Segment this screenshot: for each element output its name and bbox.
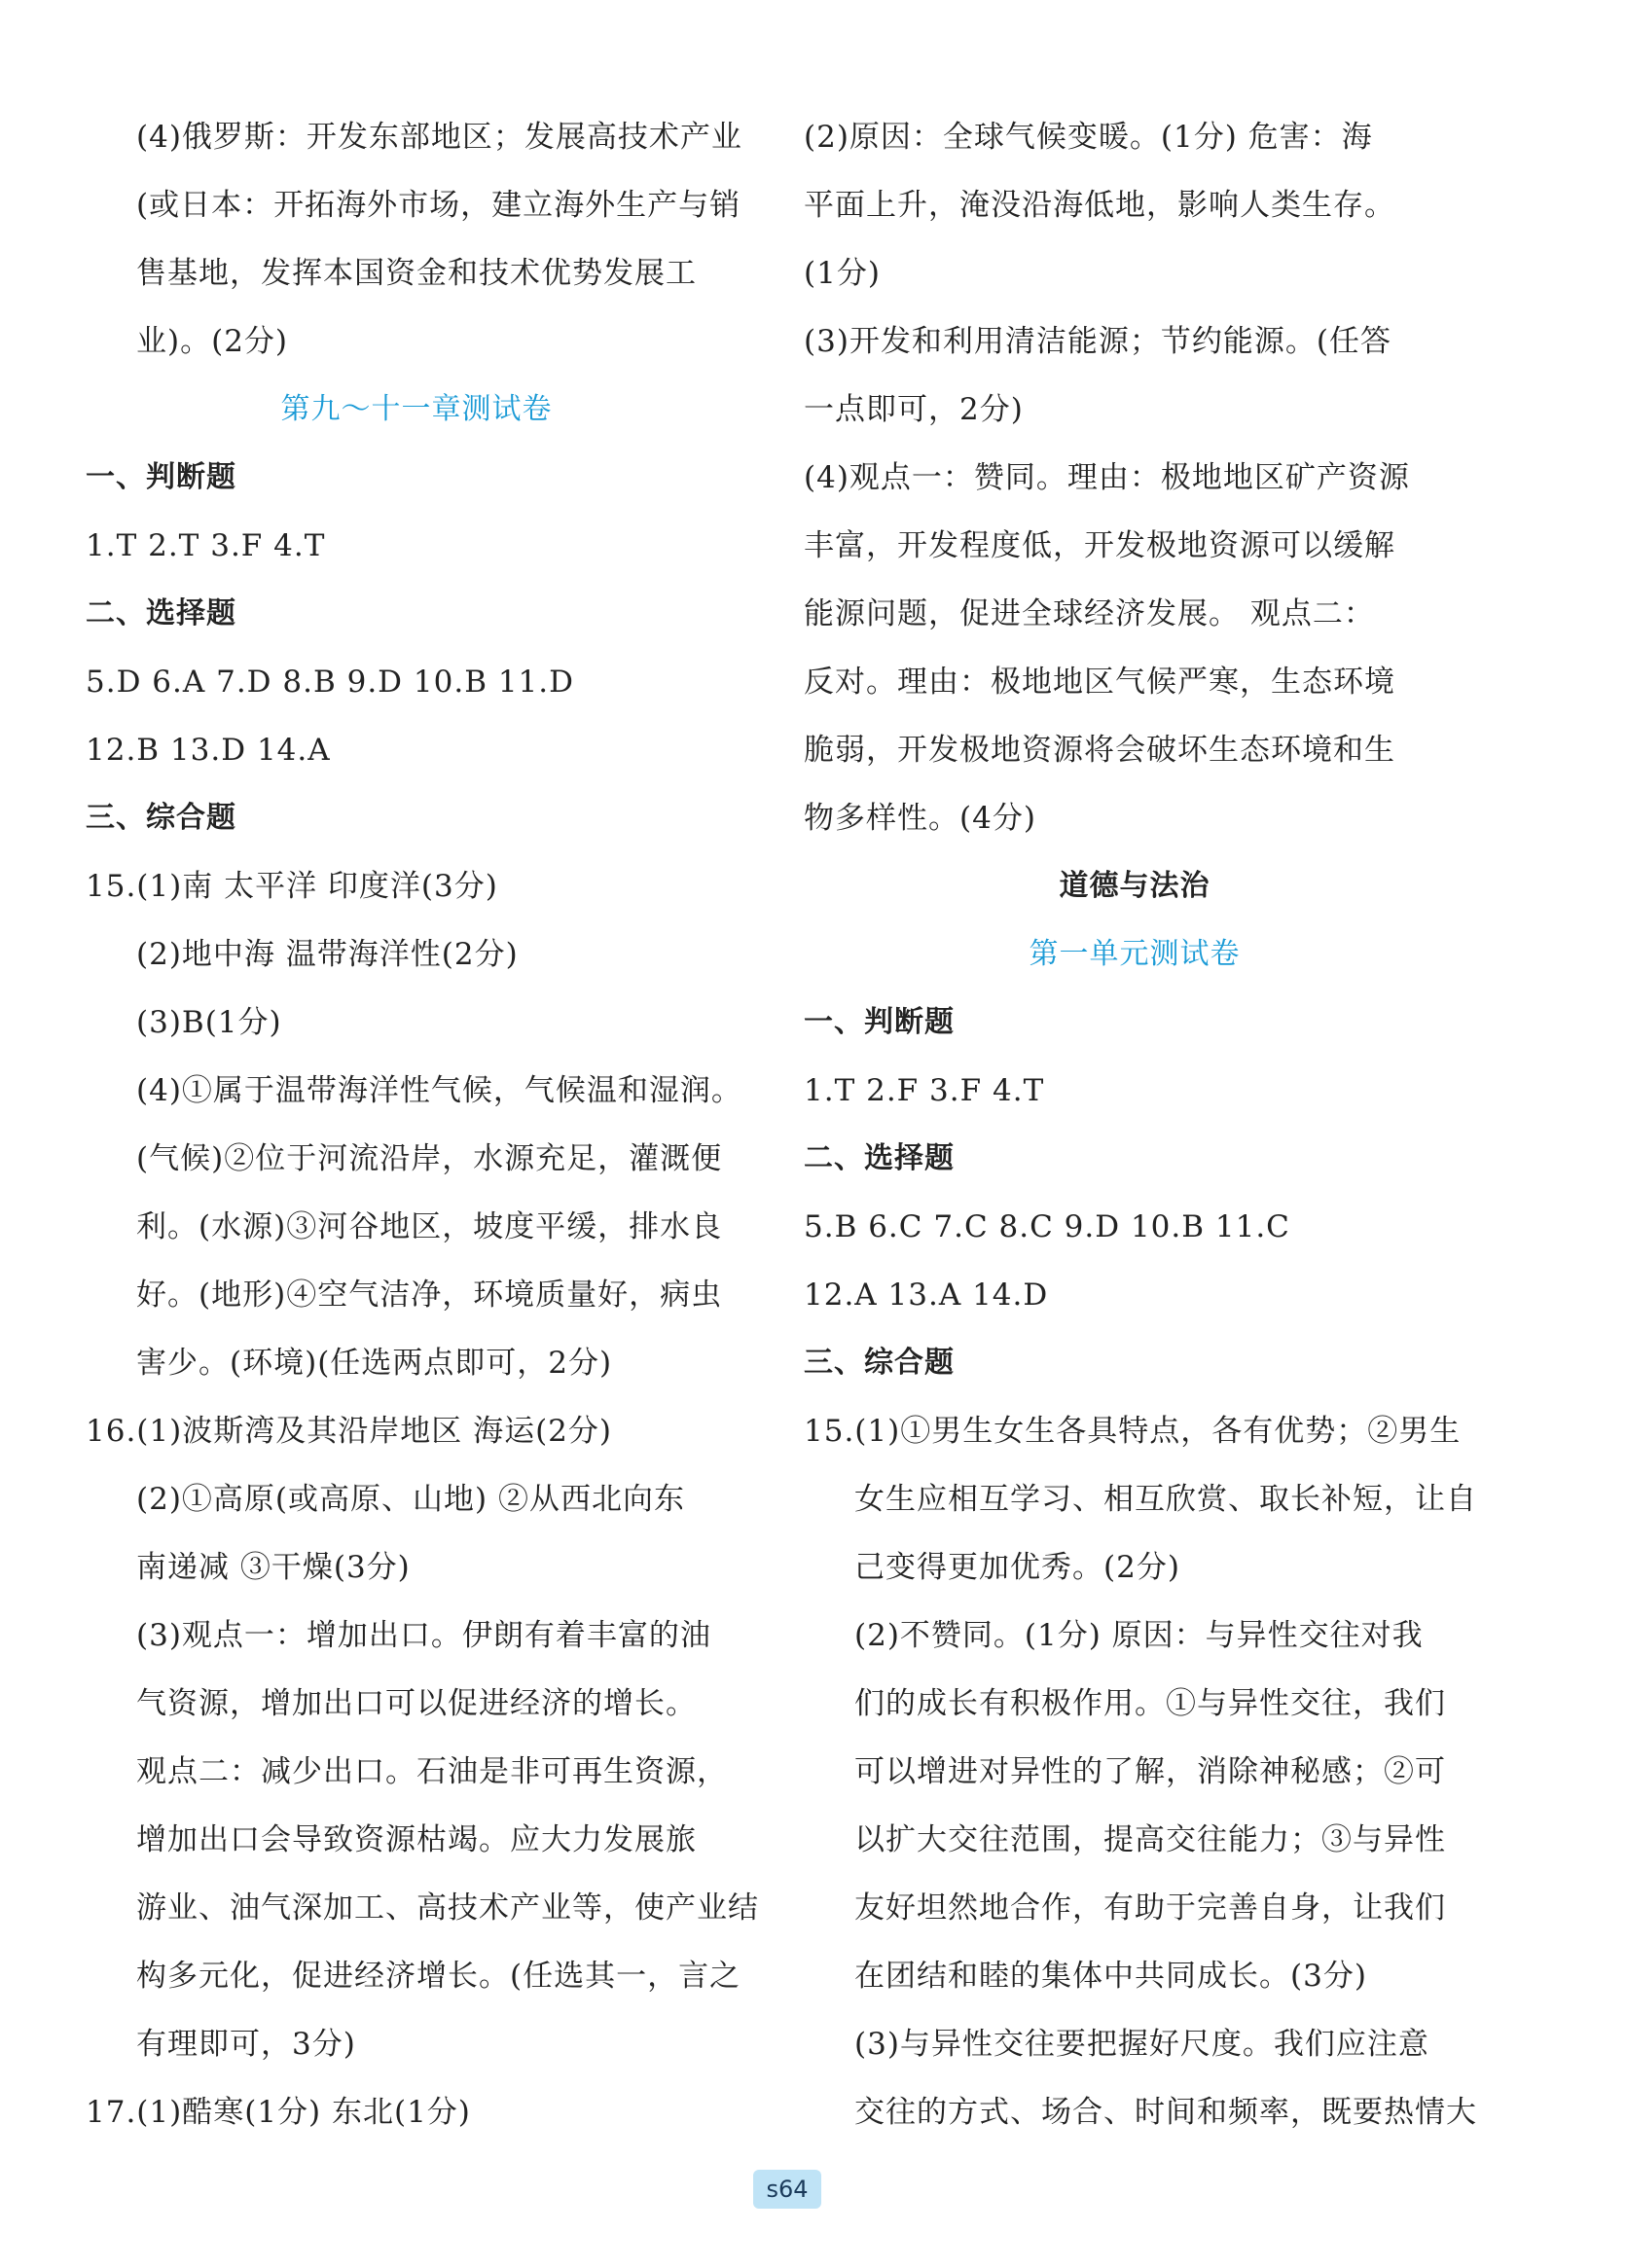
right-line-6: 丰富，开发程度低，开发极地资源可以缓解: [804, 528, 1395, 563]
right-line-9: 脆弱，开发极地资源将会破坏生态环境和生: [804, 733, 1395, 768]
right-line-20: 女生应相互学习、相互欣赏、取长补短，让自: [854, 1482, 1477, 1517]
right-line-17: 12.A 13.A 14.D: [804, 1278, 1049, 1313]
right-line-26: 友好坦然地合作，有助于完善自身，让我们: [854, 1890, 1446, 1926]
left-line-7: 二、选择题: [86, 596, 236, 630]
left-line-0: (4)俄罗斯：开发东部地区；发展高技术产业: [136, 120, 742, 155]
left-line-2: 售基地，发挥本国资金和技术优势发展工: [136, 256, 697, 291]
right-line-10: 物多样性。(4分): [804, 801, 1036, 836]
left-line-20: (2)①高原(或高原、山地) ②从西北向东: [136, 1482, 685, 1517]
right-line-1: 平面上升，淹没沿海低地，影响人类生存。: [804, 188, 1395, 223]
left-line-5: 一、判断题: [86, 460, 236, 494]
right-line-21: 己变得更加优秀。(2分): [854, 1550, 1180, 1585]
right-line-19: 15.(1)①男生女生各具特点，各有优势；②男生: [804, 1414, 1462, 1449]
left-line-23: 气资源，增加出口可以促进经济的增长。: [136, 1686, 697, 1721]
left-line-12: (2)地中海 温带海洋性(2分): [136, 937, 519, 972]
left-line-15: (气候)②位于河流沿岸，水源充足，灌溉便: [136, 1141, 723, 1176]
right-line-7: 能源问题，促进全球经济发展。 观点二：: [804, 596, 1375, 631]
right-line-27: 在团结和睦的集体中共同成长。(3分): [854, 1959, 1367, 1994]
right-line-3: (3)开发和利用清洁能源；节约能源。(任答: [804, 324, 1392, 359]
left-line-22: (3)观点一：增加出口。伊朗有着丰富的油: [136, 1618, 711, 1653]
left-line-8: 5.D 6.A 7.D 8.B 9.D 10.B 11.D: [86, 665, 574, 700]
left-line-10: 三、综合题: [86, 801, 236, 835]
right-line-4: 一点即可，2分): [804, 392, 1024, 427]
right-line-12: 第一单元测试卷: [1029, 937, 1241, 971]
right-line-23: 们的成长有积极作用。①与异性交往，我们: [854, 1686, 1446, 1721]
right-line-24: 可以增进对异性的了解，消除神秘感；②可: [854, 1754, 1446, 1789]
right-line-2: (1分): [804, 256, 881, 291]
left-column: [86, 103, 759, 2146]
right-line-5: (4)观点一：赞同。理由：极地地区矿产资源: [804, 460, 1410, 495]
left-line-27: 构多元化，促进经济增长。(任选其一，言之: [136, 1959, 741, 1994]
left-line-6: 1.T 2.T 3.F 4.T: [86, 528, 326, 563]
left-line-11: 15.(1)南 太平洋 印度洋(3分): [86, 869, 498, 904]
left-line-16: 利。(水源)③河谷地区，坡度平缓，排水良: [136, 1209, 723, 1244]
page-number-badge: s64: [753, 2170, 821, 2209]
left-line-4: 第九～十一章测试卷: [280, 392, 553, 426]
left-line-18: 害少。(环境)(任选两点即可，2分): [136, 1346, 613, 1381]
right-line-25: 以扩大交往范围，提高交往能力；③与异性: [854, 1822, 1446, 1857]
right-line-11: 道德与法治: [1059, 869, 1210, 903]
left-line-28: 有理即可，3分): [136, 2027, 356, 2062]
right-line-13: 一、判断题: [804, 1005, 955, 1039]
left-line-17: 好。(地形)④空气洁净，环境质量好，病虫: [136, 1278, 723, 1313]
left-line-29: 17.(1)酷寒(1分) 东北(1分): [86, 2095, 471, 2130]
right-line-16: 5.B 6.C 7.C 8.C 9.D 10.B 11.C: [804, 1209, 1290, 1244]
left-line-14: (4)①属于温带海洋性气候，气候温和湿润。: [136, 1073, 742, 1108]
left-line-24: 观点二：减少出口。石油是非可再生资源，: [136, 1754, 728, 1789]
right-line-15: 二、选择题: [804, 1141, 955, 1175]
left-line-9: 12.B 13.D 14.A: [86, 733, 331, 768]
left-line-3: 业)。(2分): [136, 324, 289, 359]
right-line-29: 交往的方式、场合、时间和频率，既要热情大: [854, 2095, 1477, 2130]
left-line-21: 南递减 ③干燥(3分): [136, 1550, 411, 1585]
right-line-14: 1.T 2.F 3.F 4.T: [804, 1073, 1045, 1108]
left-line-13: (3)B(1分): [136, 1005, 282, 1040]
left-line-1: (或日本：开拓海外市场，建立海外生产与销: [136, 188, 741, 223]
left-line-26: 游业、油气深加工、高技术产业等，使产业结: [136, 1890, 759, 1926]
left-line-19: 16.(1)波斯湾及其沿岸地区 海运(2分): [86, 1414, 612, 1449]
left-line-25: 增加出口会导致资源枯竭。应大力发展旅: [136, 1822, 697, 1857]
right-line-8: 反对。理由：极地地区气候严寒，生态环境: [804, 665, 1395, 700]
right-line-22: (2)不赞同。(1分) 原因：与异性交往对我: [854, 1618, 1424, 1653]
right-line-18: 三、综合题: [804, 1346, 955, 1380]
right-line-28: (3)与异性交往要把握好尺度。我们应注意: [854, 2027, 1429, 2062]
right-line-0: (2)原因：全球气候变暖。(1分) 危害：海: [804, 120, 1373, 155]
right-column: [804, 103, 1477, 2146]
